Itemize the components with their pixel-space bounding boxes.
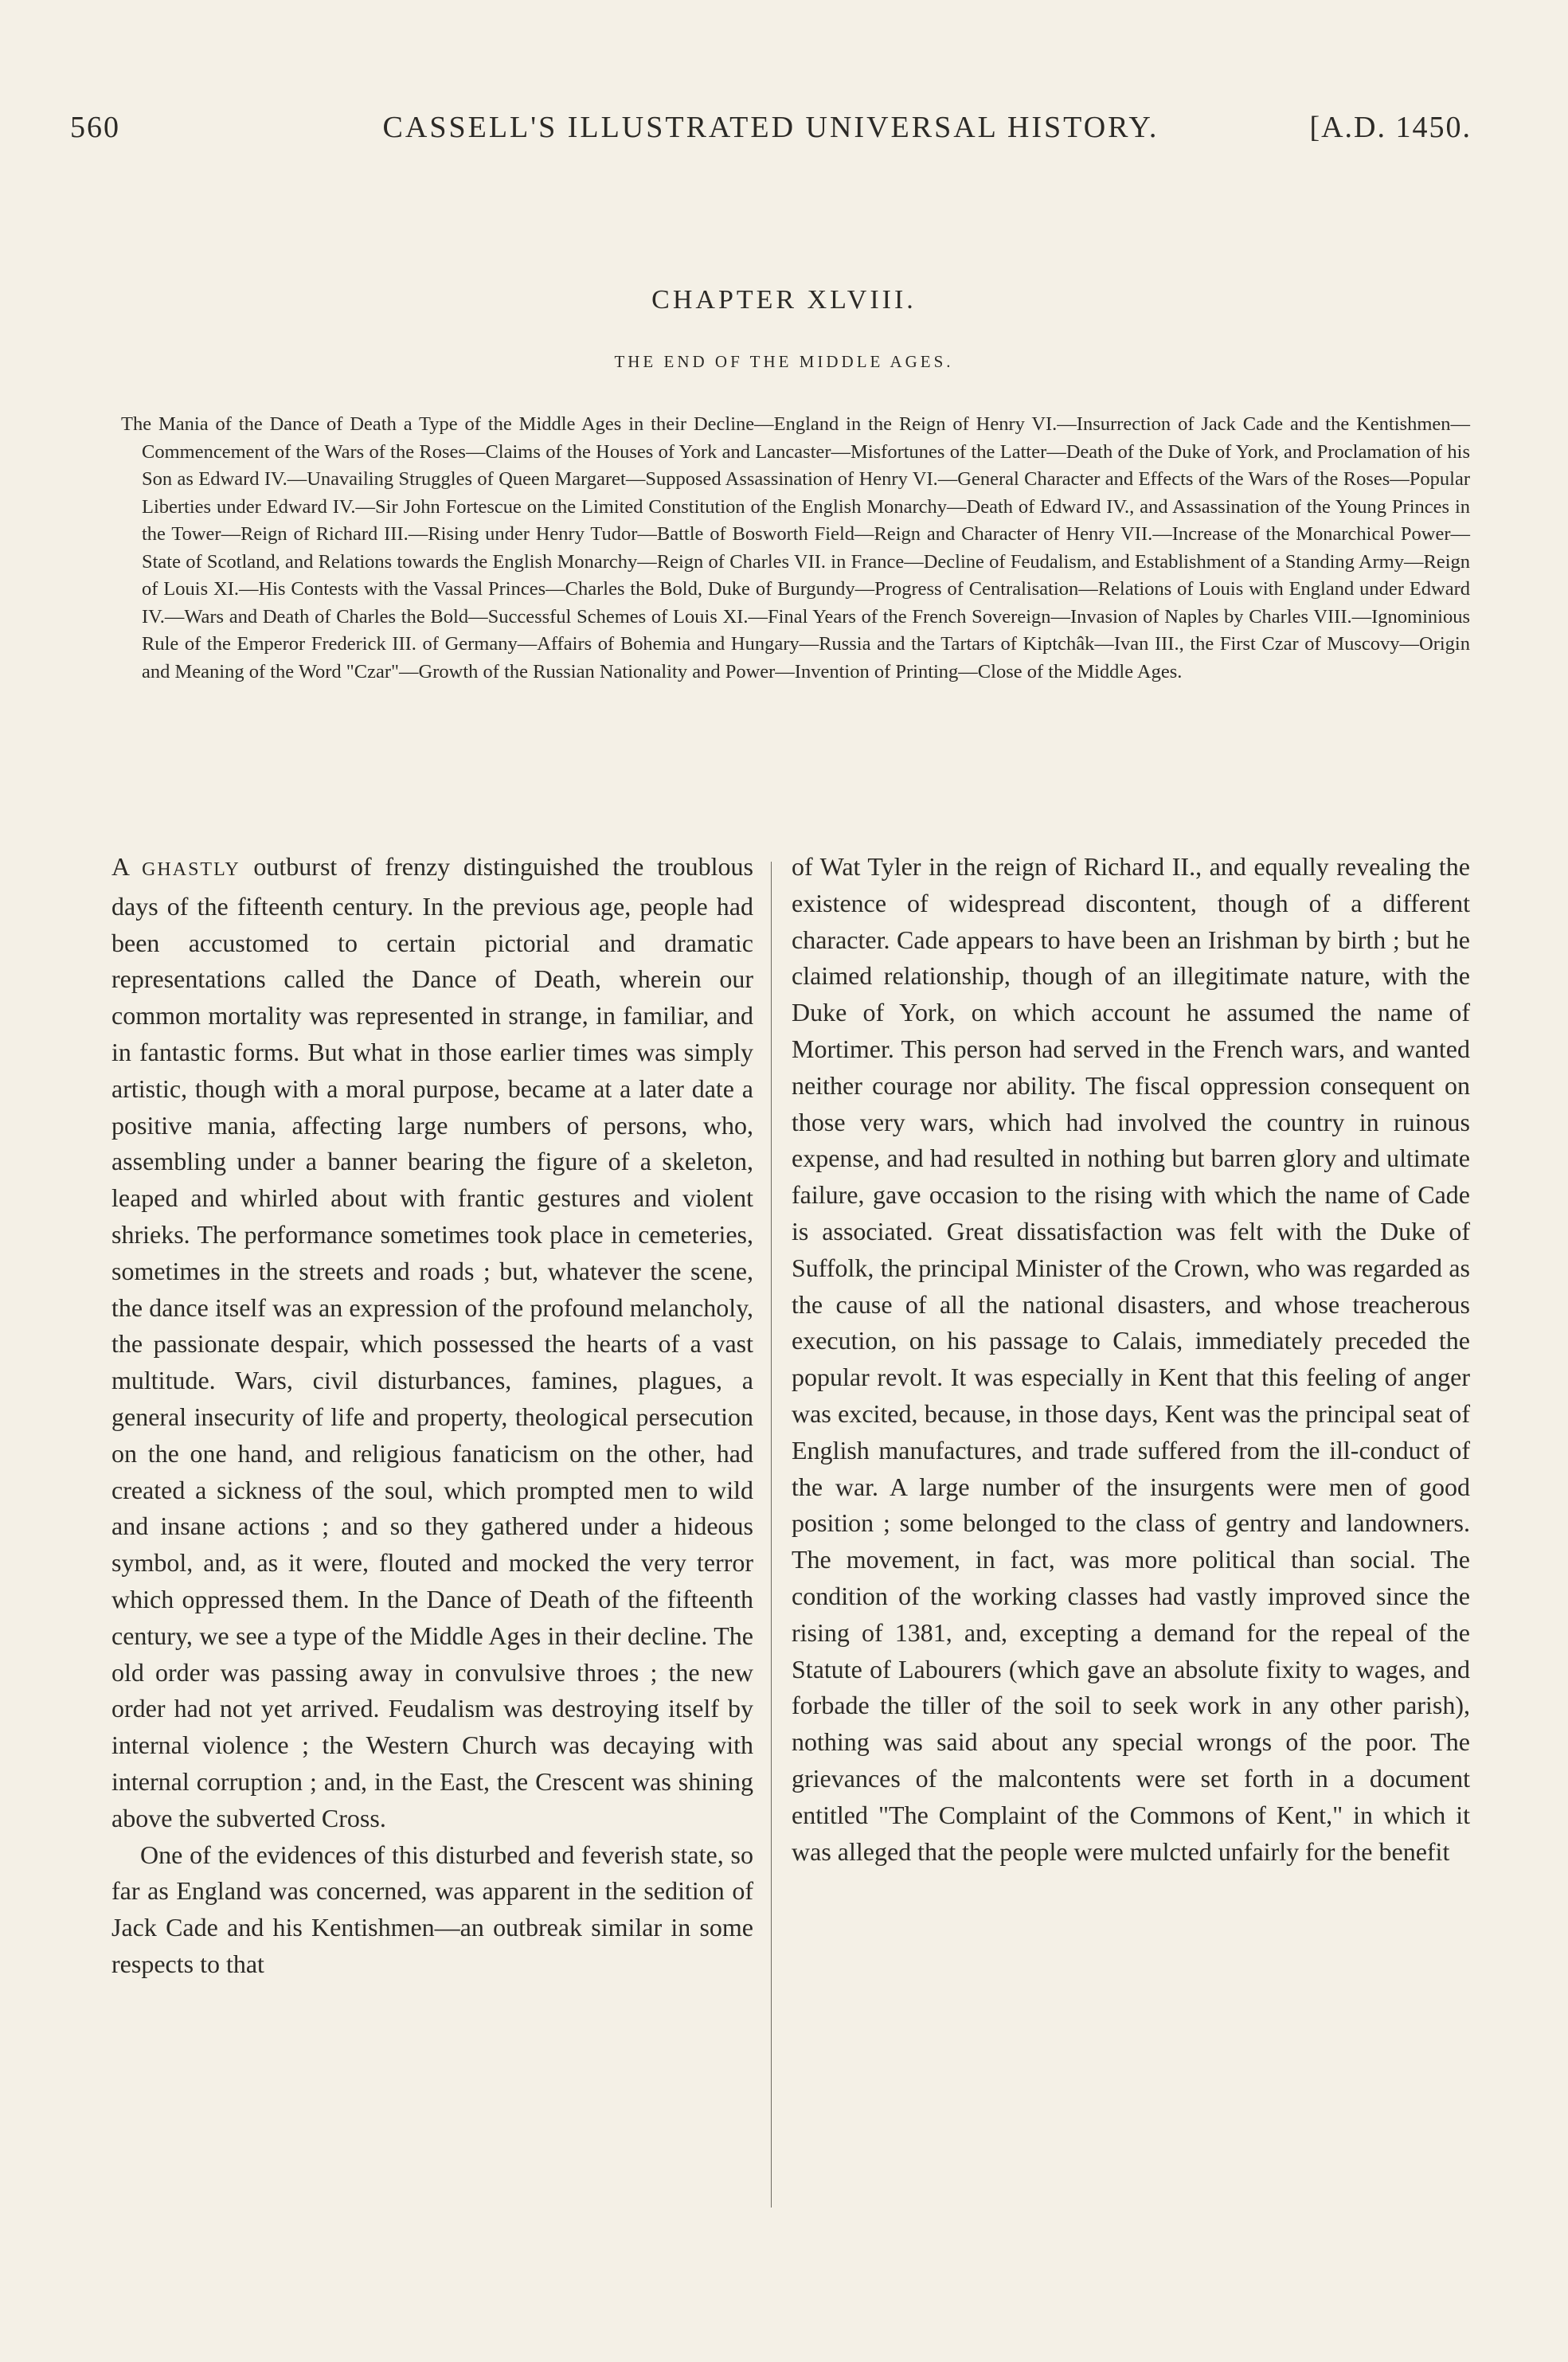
body-column-left: [111, 849, 753, 1983]
chapter-title: CHAPTER XLVIII.: [651, 285, 917, 315]
body-column-right: [792, 849, 1470, 1870]
body-paragraph: of Wat Tyler in the reign of Richard II., and equally revealing the existence of widespread discontent, though of a different character. Cade appears to have been an Irishman by birth ; but he claimed relationship, though of an illegitimate nature, with the Duke of York, on which account he assumed the name of Mortimer. This person had served in the French wars, and wanted neither courage nor ability. The fiscal oppression consequent on those very wars, which had involved the country in ruinous expense, and had resulted in nothing but barren glory and ultimate failure, gave occasion to the rising with which the name of Cade is associated. Great dissatisfaction was felt with the Duke of Suffolk, the principal Minister of the Crown, who was regarded as the cause of all the national disasters, and whose treacherous execution, on his passage to Calais, immediately preceded the popular revolt. It was especially in Kent that this feeling of anger was excited, because, in those days, Kent was the principal seat of English manufactures, and trade suffered from the ill-conduct of the war. A large number of the insurgents were men of good position ; some belonged to the class of gentry and landowners. The movement, in fact, was more political than social. The condition of the working classes had vastly improved since the rising of 1381, and, excepting a demand for the repeal of the Statute of Labourers (which gave an absolute fixity to wages, and forbade the tiller of the soil to seek work in any other parish), nothing was said about any special wrongs of the poor. The grievances of the malcontents were set forth in a document entitled "The Complaint of the Commons of Kent," in which it was alleged that the people were mulcted unfairly for the benefit: [792, 852, 1470, 1866]
body-paragraph: One of the evidences of this disturbed and feverish state, so far as England was concerned, was apparent in the sedition of Jack Cade and his Kentishmen—an outbreak similar in some respects to that: [111, 1840, 753, 1978]
page-number: 560: [70, 111, 120, 144]
chapter-subtitle: THE END OF THE MIDDLE AGES.: [614, 352, 954, 371]
running-head: [70, 110, 1472, 154]
chapter-synopsis: The Mania of the Dance of Death a Type of the Middle Ages in their Decline—England in the Reign of Henry VI.—Insurrection of Jack Cade and the Kentishmen—Commencement of the Wars of the Roses—Claims of the Houses of York and Lancaster—Misfortunes of the Latter—Death of the Duke of York, and Proclamation of his Son as Edward IV.—Unavailing Struggles of Queen Margaret—Supposed Assassination of Henry VI.—General Character and Effects of the Wars of the Roses—Popular Liberties under Edward IV.—Sir John Fortescue on the Limited Constitution of the English Monarchy—Death of Edward IV., and Assassination of the Young Princes in the Tower—Reign of Richard III.—Rising under Henry Tudor—Battle of Bosworth Field—Reign and Character of Henry VII.—Increase of the Monarchical Power—State of Scotland, and Relations towards the English Monarchy—Reign of Charles VII. in France—Decline of Feudalism, and Establishment of a Standing Army—Reign of Louis XI.—His Contests with the Vassal Princes—Charles the Bold, Duke of Burgundy—Progress of Centralisation—Relations of Louis with England under Edward IV.—Wars and Death of Charles the Bold—Successful Schemes of Louis XI.—Final Years of the French Sovereign—Invasion of Naples by Charles VIII.—Ignominious Rule of the Emperor Frederick III. of Germany—Affairs of Bohemia and Hungary—Russia and the Tartars of Kiptchâk—Ivan III., the First Czar of Muscovy—Origin and Meaning of the Word "Czar"—Growth of the Russian Nationality and Power—Invention of Printing—Close of the Middle Ages.: [121, 413, 1470, 682]
book-title: CASSELL'S ILLUSTRATED UNIVERSAL HISTORY.: [382, 111, 1159, 144]
paragraph-text: outburst of frenzy distinguished the troublous days of the fifteenth century. In the previous age, people had been accustomed to certain pictorial and dramatic representations called the Dance of Death, wherein our common mortality was represented in strange, in familiar, and in fantastic forms. But what in those earlier times was simply artistic, though with a moral purpose, became at a later date a positive mania, affecting large numbers of persons, who, assembling under a banner bearing the figure of a skeleton, leaped and whirled about with frantic gestures and violent shrieks. The performance sometimes took place in cemeteries, sometimes in the streets and roads ; but, whatever the scene, the dance itself was an expression of the profound melancholy, the passionate despair, which possessed the hearts of a vast multitude. Wars, civil disturbances, famines, plagues, a general insecurity of life and property, theological persecution on the one hand, and religious fanaticism on the other, had created a sickness of the soul, which prompted men to wild and insane actions ; and so they gathered under a hideous symbol, and, as it were, flouted and mocked the very terror which oppressed them. In the Dance of Death of the fifteenth century, we see a type of the Middle Ages in their decline. The old order was passing away in convulsive throes ; the new order had not yet arrived. Feudalism was destroying itself by internal violence ; the Western Church was decaying with internal corruption ; and, in the East, the Crescent was shining above the subverted Cross.: [111, 852, 753, 1832]
opening-word: GHASTLY: [142, 859, 240, 880]
opening-letter: A: [111, 852, 129, 881]
column-divider: [771, 862, 772, 2208]
body-paragraph: [111, 849, 753, 1837]
running-date: [A.D. 1450.: [1309, 111, 1472, 144]
